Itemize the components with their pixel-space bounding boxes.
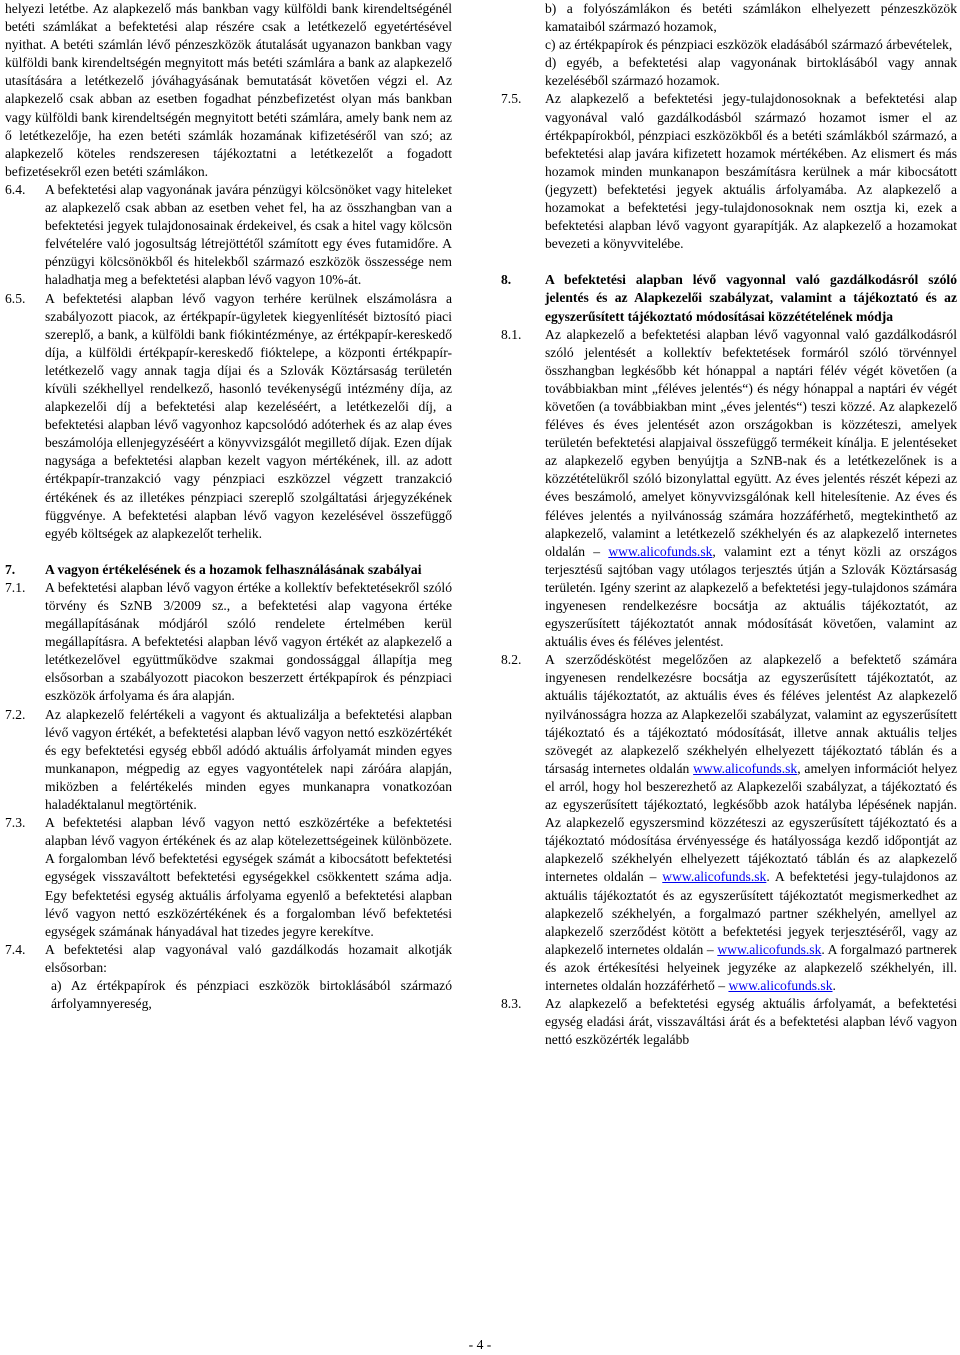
section-number: 7.2. (5, 706, 26, 722)
text-segment: , amelyen információt helyez el arról, hogy hol beszerezhető az Alapkezelői szabályzat, a tájékoztató és az egyszerűsített tájékoztató, legkésőbb azok hatályba lépésének napján. Az alapkezelő egyszersmind közzéteszi az egyszerűsített tájékoztató és a tájékoztató módosítása érvényessége és hatályossága kezdő időpontját az alapkezelő székhelyén elhelyezett tájékoztató táblán és az alapkezelő internetes oldalán – (545, 760, 957, 885)
website-link[interactable]: www.alicofunds.sk (728, 977, 833, 993)
section-6-5 (5, 290, 452, 543)
text-segment: , valamint ezt a tényt közli az országos terjesztésű sajtóban vagy utólagos terjesztés útján a Szlovák Köztársaság területén. Igény szerint az alapkezelő a befektetési jegy-tulajdonos számára ingyenesen rendelkezésre bocsátja az aktuális tájékoztatót, az egyszerűsített tájékoztatót annak módosítását követően, valamint az aktuális éves és féléves jelentést. (545, 543, 957, 650)
section-number: 8.2. (501, 652, 522, 668)
heading-number: 7. (5, 561, 16, 577)
section-7-3 (5, 814, 452, 941)
section-number: 7.1. (5, 579, 26, 595)
section-number: 7.5. (501, 91, 522, 107)
section-number: 6.4. (5, 181, 26, 197)
text-segment: Az alapkezelő a befektetési alapban lévő vagyonnal való gazdálkodásról szóló jelentését a kollektív befektetések formáról szóló törvénnyel összhangban legkésőbb két hónappal a naptári félév végét követően (a továbbiakban mint „féléves jelentés“) és négy hónappal a naptári év végét követően (a továbbiakban mint „éves jelentés“) teszi közzé. Az alapkezelő féléves és éves jelentését azon országokban is közzéteszi, amelyek területén befektetési alapjaival összefüggő termékeit kínálja. E jelentéseket az alapkezelő egyben benyújtja a SzNB-nak és a letétkezelőnek is a közzétételükről szóló bizonylattal együtt. Az éves jelentés részét képezi az éves beszámoló, amelyet könyvvizsgálónak kell hitelesítenie. Az éves és féléves jelentés a nyilvánosság számára hozzáférhető, megtekinthető az alapkezelő, valamint a letétkezelő székhelyén és az alapkezelő internetes oldalán – (545, 326, 957, 559)
section-7-4 (5, 941, 452, 977)
text-segment: A szerződéskötést megelőzően az alapkezelő a befektető számára ingyenesen rendelkezésre bocsátja az egyszerűsített tájékoztatót, az aktuális tájékoztatót, az aktuális éves és féléves jelentést Az alapkezelő nyilvánosságra hozza az Alapkezelői szabályzat, valamint az egyszerűsített tájékoztató és a tájékoztató módosítását, illetve annak aktuális teljes szövegét az alapkezelő székhelyén elhelyezett tájékoztató táblán és a társaság internetes oldalán (545, 652, 957, 776)
section-text: A befektetési alapban lévő vagyon nettó eszközértéke a befektetési alapban lévő vagyon értékének és az alap kötelezettségeinek különbözete. A forgalomban lévő befektetési egységek számát a kibocsátott befektetési egységek visszaváltott befektetési egységekkel csökkentett száma adja. Egy befektetési egység aktuális árfolyama egyenlő a befektetési alapban lévő vagyon nettó eszközértékének és a forgalomban lévő befektetési egységek számának hányadával hat tizedes jegyre kerekítve. (45, 815, 452, 939)
heading-text: A befektetési alapban lévő vagyonnal való gazdálkodásról szóló jelentés és az Alapkezelői szabályzat, valamint a tájékoztató és az egyszerűsített tájékoztató módosításai közzétételének módja (545, 272, 957, 324)
section-8-1 (501, 326, 957, 652)
heading-text: A vagyon értékelésének és a hozamok felhasználásának szabályai (45, 561, 422, 577)
heading-number: 8. (501, 272, 512, 288)
left-column (5, 0, 452, 1013)
section-7-1 (5, 579, 452, 706)
section-text: A befektetési alap vagyonával való gazdálkodás hozamait alkotják elsősorban: (45, 941, 452, 975)
website-link[interactable]: www.alicofunds.sk (717, 941, 822, 957)
section-text: Az alapkezelő felértékeli a vagyont és aktualizálja a befektetési alapban lévő vagyon értékét, a befektetési alapban lévő vagyon nettó eszközértékét és egy befektetési egység ebből adódó aktuális árfolyamát minden egyes munkanapon, mégpedig az egyes vagyontételek napi záróára alapján, miközben a felértékelés minden egyes munkanapra vonatkozóan haladéktalanul megtörténik. (45, 706, 452, 813)
section-number: 7.4. (5, 941, 26, 957)
section-text: Az alapkezelő a befektetési egység aktuális árfolyamát, a befektetési egység eladási árát, visszaváltási árát és a befektetési alapban lévő vagyon nettó eszközérték legalább (545, 996, 957, 1048)
list-item-c: c) az értékpapírok és pénzpiaci eszközök eladásából származó árbevételek, (545, 37, 953, 53)
section-6-4 (5, 181, 452, 290)
section-text (545, 326, 957, 652)
section-number: 7.3. (5, 815, 26, 831)
section-text: A befektetési alap vagyonának javára pénzügyi kölcsönöket vagy hiteleket az alapkezelő csak abban az esetben vehet fel, ha az összhangban van a befektetési jegyek tulajdonosainak érdekeivel, és csak a hitel vagy kölcsön felvételére való jogosultság létrejöttétől számított egy éves futamidőre. A pénzügyi kölcsönökből és hitelekből származó eszközök összessége nem haladhatja meg a befektetési alapban lévő vagyon 10%-át. (45, 181, 452, 288)
list-item-b: b) a folyószámlákon és betéti számlákon elhelyezett pénzeszközök kamataiból származó hozamok, (545, 1, 957, 35)
section-number: 8.3. (501, 996, 522, 1012)
right-column (501, 0, 957, 1049)
section-7-5 (501, 90, 957, 253)
section-7-2 (5, 706, 452, 815)
section-text: Az alapkezelő a befektetési jegy-tulajdonosoknak a befektetési alap vagyonával való gazdálkodásból származó hozamot ismer el az értékpapírokból, pénzpiaci eszközökből és a betéti számlákból származó, a befektetési alap javára kifizetett hozamok mértékében. Az elismert és más hozamok minden munkanapon beszámításra kerülnek a már kibocsátott (jegyzett) befektetési jegyek aktuális árfolyamába. Az alapkezelő a hozamokat a befektetési jegy-tulajdonosoknak nem osztja ki, ezek a befektetési alapban lévő vagyont gyarapítják. Az alapkezelő a hozamokat bevezeti a könyvvitelébe. (545, 91, 957, 252)
text-segment: . A befektetési jegy-tulajdonos az aktuális tájékoztatót és az egyszerűsített tájékoztatót megismerkedhet az alapkezelő székhelyén, a forgalmazó partner székhelyén, amellyel az alapkezelő szerződést kötött a befektetési jegyek terjesztéséről, vagy az alapkezelő internetes oldalán – (545, 869, 957, 957)
heading-8 (501, 271, 957, 325)
paragraph-continuation: helyezi letétbe. Az alapkezelő más bankban vagy külföldi bank kirendeltségénél betéti számlákat a befektetési alap részére csak a letétkezelő egyetértésével nyithat. A betéti számlán lévő pénzeszközök átutalását ugyanazon bankban vagy külföldi bank kirendeltségén megnyitott más betéti számlára a bank az alapkezelő utasítására a letétkezelő jóváhagyásának bemutatását követően végzi el. Az alapkezelő csak abban az esetben fogadhat pénzbefizetést olyan más bankban vagy külföldi bank kirendeltségén megnyitott betéti számlára, amely bank nem az ő letétkezelője, ha ezen betéti számlák hozamának kifizetéséről van szó; az alapkezelő köteles rendszeresen tájékoztatni a letétkezelőt a fogadott befizetésekről ezen betéti számlákon. (5, 1, 452, 179)
list-item-d: d) egyéb, a befektetési alap vagyonának birtoklásából vagy annak kezeléséből származó hozamok. (545, 55, 957, 89)
list-item-a: a) Az értékpapírok és pénzpiaci eszközök birtoklásából származó árfolyamnyereség, (51, 977, 452, 1012)
website-link[interactable]: www.alicofunds.sk (693, 760, 798, 776)
text-segment: . (832, 977, 836, 993)
section-number: 6.5. (5, 290, 26, 306)
section-8-3 (501, 995, 957, 1049)
website-link[interactable]: www.alicofunds.sk (662, 869, 767, 885)
heading-7 (5, 561, 452, 579)
section-number: 8.1. (501, 326, 522, 342)
section-text: A befektetési alapban lévő vagyon terhére kerülnek elszámolásra a szabályozott piacok, az értékpapír-ügyletek kiegyenlítését biztosító piaci szereplő, a bank, a külföldi bank fiókintézménye, az értékpapír-kereskedő díja, a külföldi értékpapír-kereskedő fióktelepe, a központi értékpapír-letétkezelő vagy annak tagja díjai és a Szlovák Köztársaság területén kívüli székhellyel rendelkező, hasonló tevékenységű intézmény díja, az alapkezelői díj a befektetési alap kezeléséért, a letétkezelői díj, a befektetési alapban lévő vagyonhoz kapcsolódó adóterhek és az alap éves beszámolója ellenjegyzéséért a könyvvizsgálót megillető díjak. Ezen díjak nagysága a befektetési alapban kezelt vagyon mértékének, ill. az adott értékpapír-tranzakció vagy pénzpiaci eszközzel végzett tranzakció értékének és az illetékes pénzpiaci szereplő szolgáltatási árjegyzékének függvénye. A befektetési alapban lévő vagyon kezelésével összefüggő egyéb költségek az alapkezelőt terhelik. (45, 290, 452, 541)
section-text (545, 651, 957, 995)
text-segment: . A forgalmazó partnerek és azok értékesítési helyeinek jegyzéke az alapkezelő székhelyén, ill. internetes oldalán hozzáférhető – (545, 941, 957, 993)
section-8-2 (501, 651, 957, 995)
section-text: A befektetési alapban lévő vagyon értéke a kollektív befektetésekről szóló törvény és SzNB 3/2009 sz., a befektetési alap vagyona értéke megállapításának módjáról szóló rendelete értelmében kerül megállapításra. A befektetési alapban lévő vagyon értékét az alapkezelő a letétkezelővel együttműködve szakmai gondossággal állapítja meg elsősorban a szabályozott piacokon beszerzett értékpapírok és pénzpiaci eszközök árfolyama és ára alapján. (45, 579, 452, 704)
page-number: - 4 - (468, 1337, 492, 1352)
website-link[interactable]: www.alicofunds.sk (608, 543, 713, 559)
